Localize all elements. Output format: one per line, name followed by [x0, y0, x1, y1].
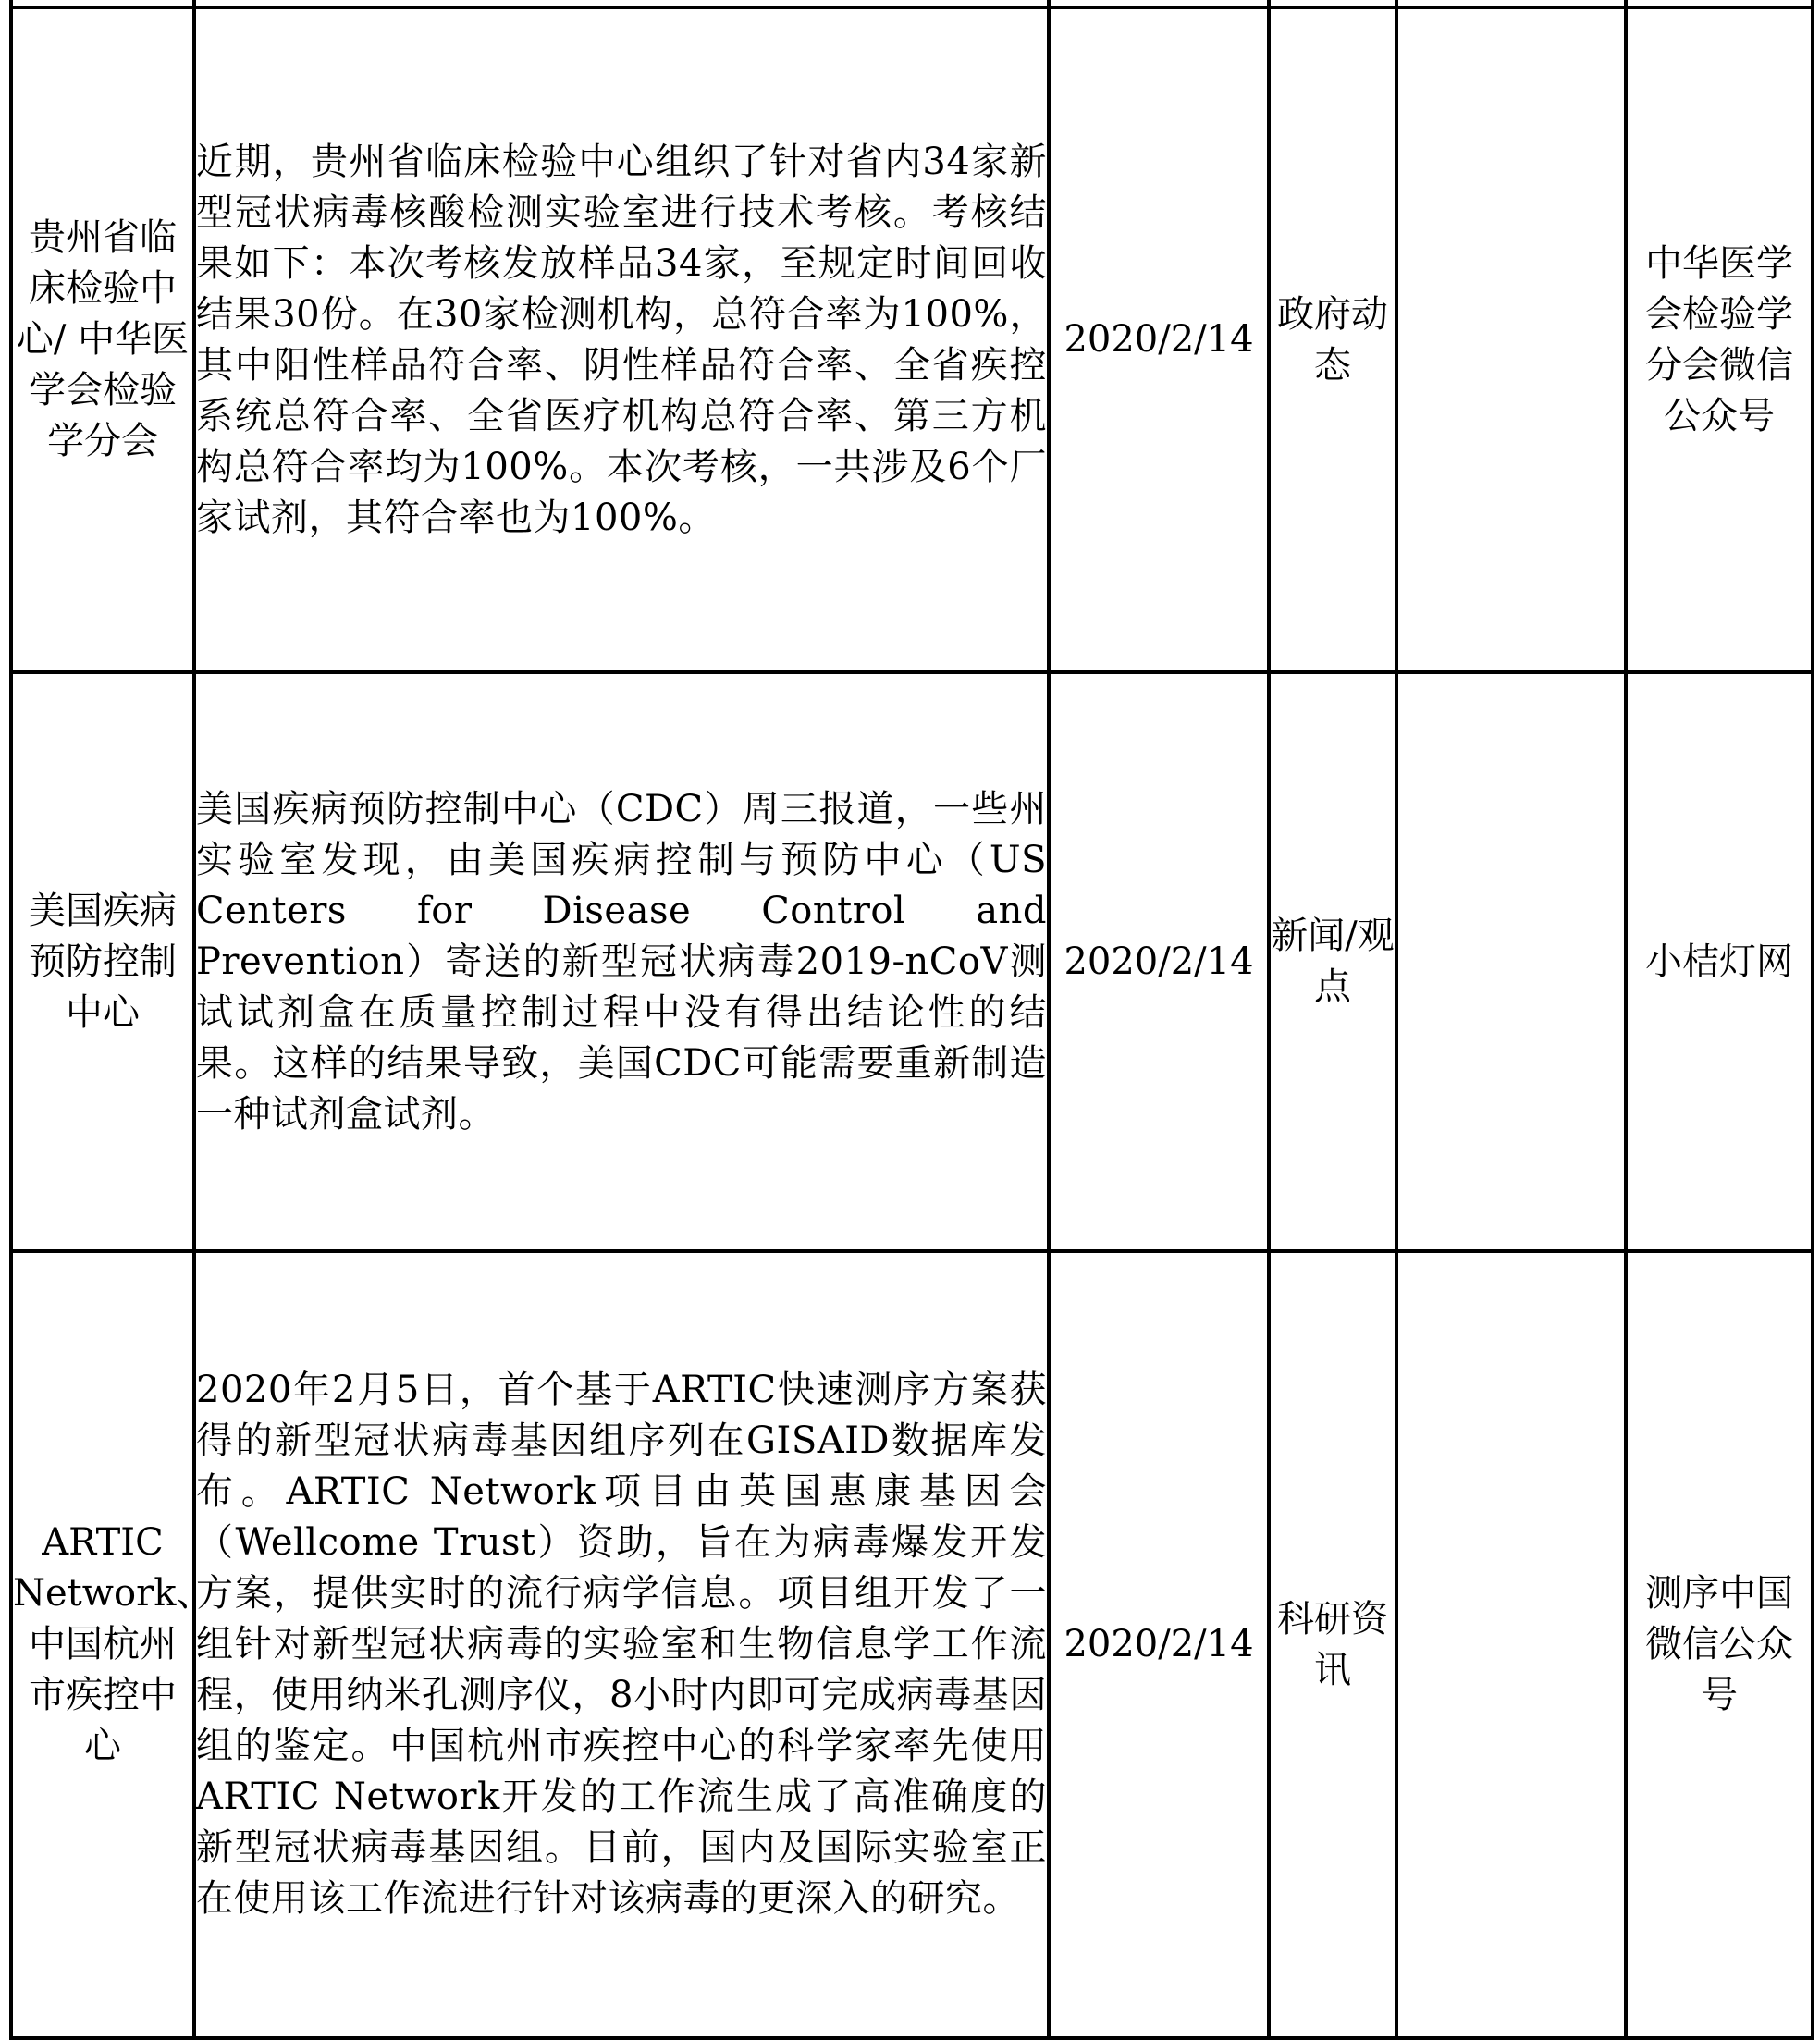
source-cell: ARTIC Network、中国杭州市疾控中心	[11, 1251, 194, 2038]
table-row	[11, 672, 1813, 1251]
date-cell: 2020/2/14	[1049, 672, 1269, 1251]
category-cell: 科研资讯	[1269, 1251, 1396, 2038]
source-cell: 贵州省临床检验中心/ 中华医学会检验学分会	[11, 7, 194, 672]
category-cell: 新闻/观点	[1269, 672, 1396, 1251]
summary-cell: 美国疾病预防控制中心（CDC）周三报道，一些州实验室发现，由美国疾病控制与预防中心（US Centers for Disease Control and Prevention）寄送的新型冠状病毒2019-nCoV测试试剂盒在质量控制过程中没有得出结论性的结果。这样的结果导致，美国CDC可能需要重新制造一种试剂盒试剂。	[194, 672, 1049, 1251]
news-table-sheet	[9, 0, 1811, 2031]
date-cell: 2020/2/14	[1049, 7, 1269, 672]
table-row-continuation	[11, 0, 1813, 7]
empty-cell	[1396, 7, 1626, 672]
category-cell: 政府动态	[1269, 7, 1396, 672]
date-cell: 2020/2/14	[1049, 1251, 1269, 2038]
channel-cell: 中华医学会检验学分会微信公众号	[1626, 7, 1813, 672]
table-row	[11, 7, 1813, 672]
empty-cell	[1396, 1251, 1626, 2038]
table-row	[11, 1251, 1813, 2038]
summary-cell: 2020年2月5日，首个基于ARTIC快速测序方案获得的新型冠状病毒基因组序列在GISAID数据库发布。ARTIC Network项目由英国惠康基因会（Wellcome Trust）资助，旨在为病毒爆发开发方案，提供实时的流行病学信息。项目组开发了一组针对新型冠状病毒的实验室和生物信息学工作流程，使用纳米孔测序仪，8小时内即可完成病毒基因组的鉴定。中国杭州市疾控中心的科学家率先使用ARTIC Network开发的工作流生成了高准确度的新型冠状病毒基因组。目前，国内及国际实验室正在使用该工作流进行针对该病毒的更深入的研究。	[194, 1251, 1049, 2038]
empty-cell	[1396, 672, 1626, 1251]
source-cell: 美国疾病预防控制中心	[11, 672, 194, 1251]
channel-cell: 小桔灯网	[1626, 672, 1813, 1251]
summary-cell: 近期，贵州省临床检验中心组织了针对省内34家新型冠状病毒核酸检测实验室进行技术考核。考核结果如下：本次考核发放样品34家，至规定时间回收结果30份。在30家检测机构，总符合率为100%，其中阳性样品符合率、阴性样品符合率、全省疾控系统总符合率、全省医疗机构总符合率、第三方机构总符合率均为100%。本次考核，一共涉及6个厂家试剂，其符合率也为100%。	[194, 7, 1049, 672]
news-table	[9, 0, 1814, 2040]
channel-cell: 测序中国微信公众号	[1626, 1251, 1813, 2038]
